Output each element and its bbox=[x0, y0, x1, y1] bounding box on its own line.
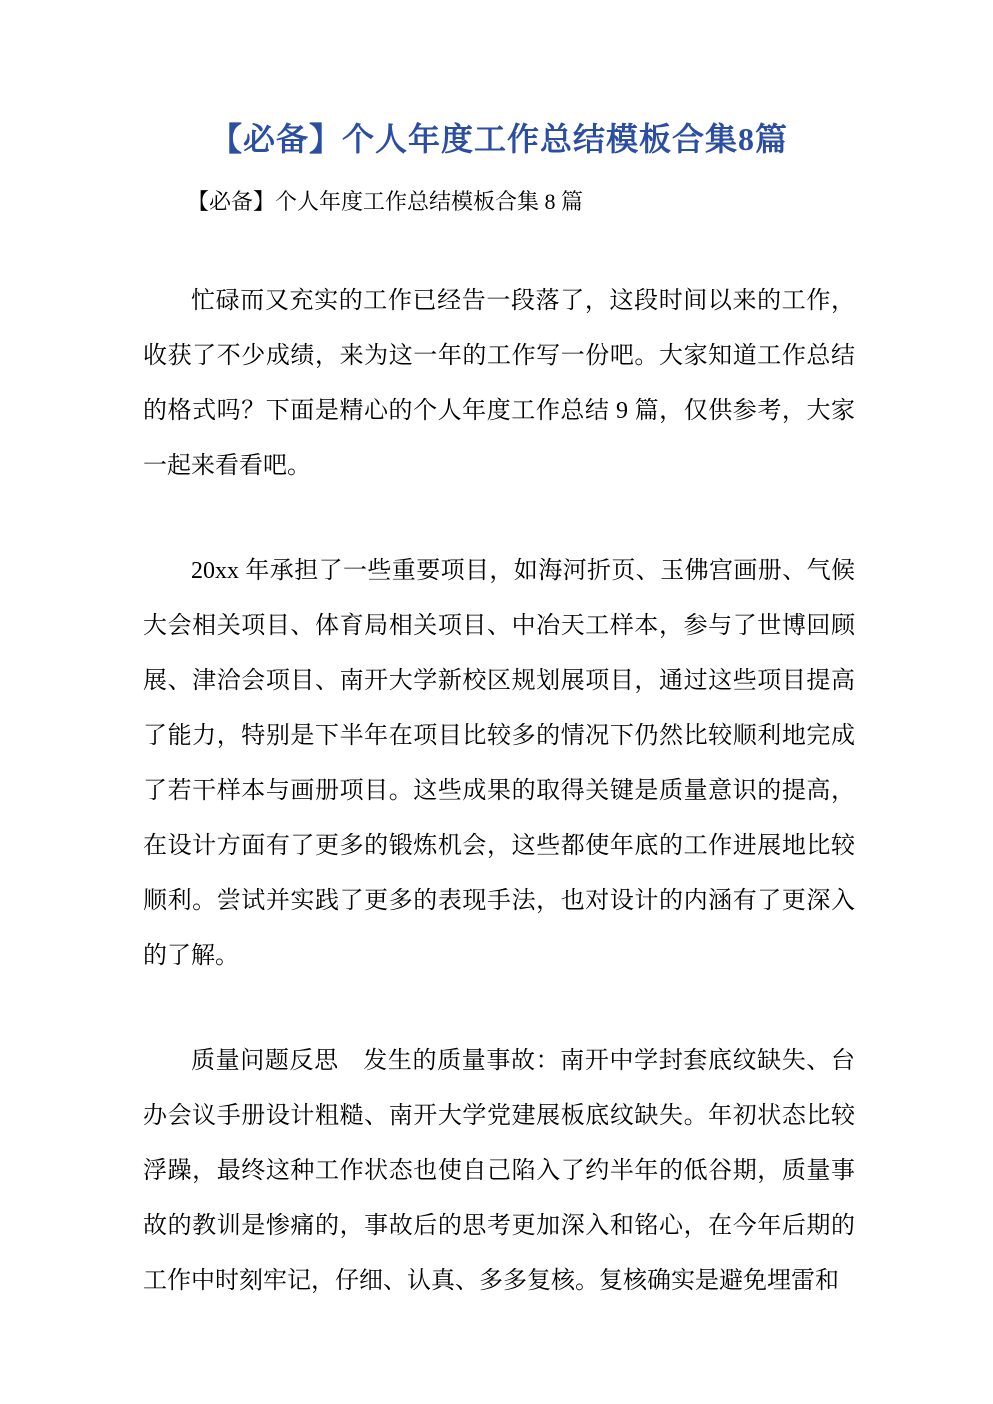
body-paragraph-projects: 20xx 年承担了一些重要项目，如海河折页、玉佛宫画册、气候大会相关项目、体育局相关项目、中冶天工样本，参与了世博回顾展、津洽会项目、南开大学新校区规划展项目，通过这些项目提高了能力，特别是下半年在项目比较多的情况下仍然比较顺利地完成了若干样本与画册项目。这些成果的取得关键是质量意识的提高，在设计方面有了更多的锻炼机会，这些都使年底的工作进展地比较顺利。尝试并实践了更多的表现手法，也对设计的内涵有了更深入的了解。 bbox=[143, 558, 855, 969]
document-title: 【必备】个人年度工作总结模板合集8篇 bbox=[209, 121, 788, 157]
body-paragraph-quality-reflection: 质量问题反思 发生的质量事故：南开中学封套底纹缺失、台办会议手册设计粗糙、南开大学党建展板底纹缺失。年初状态比较浮躁，最终这种工作状态也使自己陷入了约半年的低谷期，质量事故的教训是惨痛的，事故后的思考更加深入和铭心，在今年后期的工作中时刻牢记，仔细、认真、多多复核。复核确实是避免埋雷和 bbox=[143, 1048, 855, 1294]
body-paragraph-intro: 忙碌而又充实的工作已经告一段落了，这段时间以来的工作，收获了不少成绩，来为这一年的工作写一份吧。大家知道工作总结的格式吗？下面是精心的个人年度工作总结 9 篇，仅供参考，大家一起来看看吧。 bbox=[143, 288, 855, 479]
document-content bbox=[143, 0, 855, 1309]
document-subtitle: 【必备】个人年度工作总结模板合集 8 篇 bbox=[187, 189, 584, 214]
